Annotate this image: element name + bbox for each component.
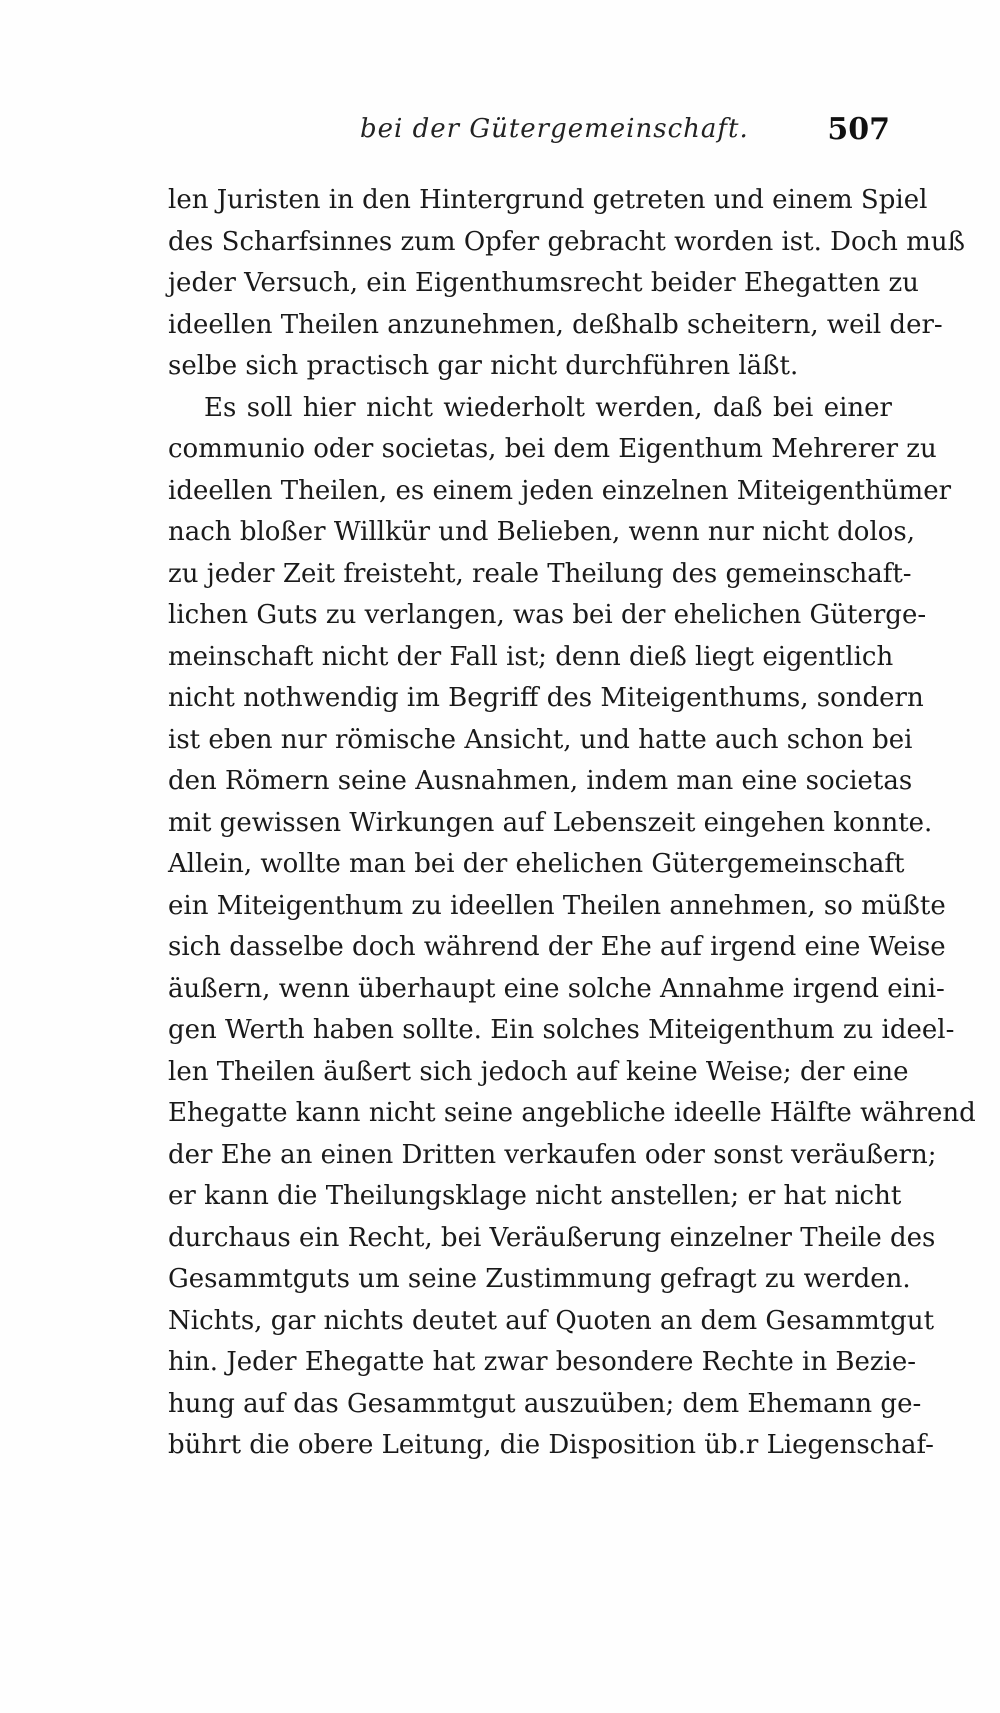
text-line: communio oder societas, bei dem Eigenthum Mehrerer zu <box>168 434 937 464</box>
text-line: des Scharfsinnes zum Opfer gebracht worden ist. Doch muß <box>168 226 965 257</box>
text-line: hung auf das Gesammtgut auszuüben; dem Ehemann ge- <box>168 1388 922 1419</box>
text-line: der Ehe an einen Dritten verkaufen oder sonst veräußern; <box>168 1139 937 1170</box>
text-line: Allein, wollte man bei der ehelichen Gütergemeinschaft <box>168 849 905 879</box>
text-line: nach bloßer Willkür und Belieben, wenn nur nicht dolos, <box>168 517 916 547</box>
text-line: den Römern seine Ausnahmen, indem man eine societas <box>168 766 913 796</box>
text-line: Gesammtguts um seine Zustimmung gefragt zu werden. <box>168 1264 911 1294</box>
text-line: nicht nothwendig im Begriff des Miteigenthums, sondern <box>168 683 924 713</box>
text-line: jeder Versuch, ein Eigenthumsrecht beider Ehegatten zu <box>168 268 919 298</box>
text-line: len Theilen äußert sich jedoch auf keine Weise; der eine <box>168 1056 909 1087</box>
text-line: ist eben nur römische Ansicht, und hatte auch schon bei <box>168 724 913 755</box>
text-line: meinschaft nicht der Fall ist; denn dieß liegt eigentlich <box>168 641 894 672</box>
text-line: len Juristen in den Hintergrund getreten und einem Spiel <box>168 185 928 215</box>
running-head: bei der Gütergemeinschaft. <box>360 114 749 144</box>
page-header <box>170 112 890 152</box>
text-line: Nichts, gar nichts deutet auf Quoten an dem Gesammtgut <box>168 1305 935 1336</box>
text-line: bührt die obere Leitung, die Disposition üb.r Liegenschaf- <box>168 1430 934 1460</box>
text-line: gen Werth haben sollte. Ein solches Miteigenthum zu ideel- <box>168 1015 955 1045</box>
text-line: äußern, wenn überhaupt eine solche Annahme irgend eini- <box>168 973 945 1004</box>
text-line: lichen Guts zu verlangen, was bei der ehelichen Güterge- <box>168 600 927 630</box>
text-line: mit gewissen Wirkungen auf Lebenszeit eingehen konnte. <box>168 807 933 838</box>
text-line: zu jeder Zeit freisteht, reale Theilung des gemeinschaft- <box>168 558 912 589</box>
text-line: er kann die Theilungsklage nicht anstellen; er hat nicht <box>168 1181 902 1211</box>
text-line: ideellen Theilen anzunehmen, deßhalb scheitern, weil der- <box>168 309 943 340</box>
text-line: hin. Jeder Ehegatte hat zwar besondere Rechte in Bezie- <box>168 1347 917 1377</box>
text-line: ideellen Theilen, es einem jeden einzelnen Miteigenthümer <box>168 475 952 506</box>
text-line: Es soll hier nicht wiederholt werden, daß bei einer <box>204 392 892 423</box>
body-text <box>168 180 976 1467</box>
page-number: 507 <box>827 112 890 147</box>
text-line: Ehegatte kann nicht seine angebliche ideelle Hälfte während <box>168 1098 976 1128</box>
text-line: sich dasselbe doch während der Ehe auf irgend eine Weise <box>168 932 946 962</box>
text-line: selbe sich practisch gar nicht durchführen läßt. <box>168 351 799 381</box>
text-line: ein Miteigenthum zu ideellen Theilen annehmen, so müßte <box>168 890 946 921</box>
text-line: durchaus ein Recht, bei Veräußerung einzelner Theile des <box>168 1222 936 1253</box>
